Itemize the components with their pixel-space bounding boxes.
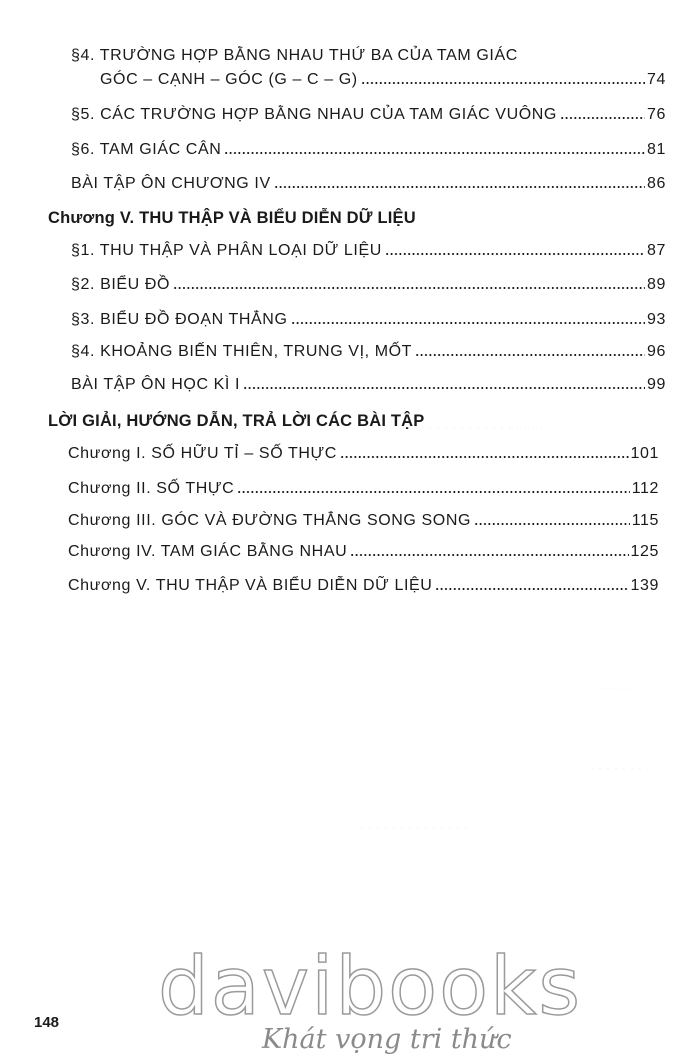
leader-dots xyxy=(224,152,645,154)
toc-entry-chapter-5-section-4[interactable] xyxy=(71,343,666,361)
toc-entry-section-5[interactable] xyxy=(71,106,666,124)
toc-page-number: 139 xyxy=(630,577,659,594)
toc-entry-label: BÀI TẬP ÔN CHƯƠNG IV xyxy=(71,175,271,192)
toc-entry-solutions-chapter-2[interactable] xyxy=(68,480,659,498)
toc-entry-review-term-1[interactable] xyxy=(71,376,666,394)
toc-entry-solutions-chapter-3[interactable] xyxy=(68,512,659,530)
toc-page-number: 87 xyxy=(647,242,666,259)
chapter-5-heading[interactable]: Chương V. THU THẬP VÀ BIỂU DIỄN DỮ LIỆU xyxy=(48,209,416,227)
solutions-heading[interactable]: LỜI GIẢI, HƯỚNG DẪN, TRẢ LỜI CÁC BÀI TẬP xyxy=(48,412,425,430)
toc-page-number: 96 xyxy=(647,343,666,360)
watermark-logo: davibooks xyxy=(158,940,583,1033)
toc-page-number: 125 xyxy=(630,543,659,560)
leader-dots xyxy=(243,387,645,389)
leader-dots xyxy=(274,186,645,188)
toc-entry-label: §6. TAM GIÁC CÂN xyxy=(71,141,222,158)
toc-entry-chapter-5-section-1[interactable] xyxy=(71,242,666,260)
toc-entry-label: §3. BIỂU ĐỒ ĐOẠN THẲNG xyxy=(71,311,288,328)
leader-dots xyxy=(435,588,628,590)
leader-dots xyxy=(350,554,628,556)
leader-dots xyxy=(415,354,645,356)
watermark-slogan: Khát vọng tri thức xyxy=(262,1024,512,1055)
page-number: 148 xyxy=(34,1014,60,1031)
toc-page-number: 76 xyxy=(647,106,666,123)
leader-dots xyxy=(361,82,645,84)
toc-entry-label: Chương V. THU THẬP VÀ BIỂU DIỄN DỮ LIỆU xyxy=(68,577,433,594)
toc-entry-label: Chương I. SỐ HỮU TỈ – SỐ THỰC xyxy=(68,445,337,462)
toc-page-number: 74 xyxy=(647,71,666,88)
toc-entry-label: Chương IV. TAM GIÁC BẰNG NHAU xyxy=(68,543,348,560)
toc-entry-label: §4. KHOẢNG BIẾN THIÊN, TRUNG VỊ, MỐT xyxy=(71,343,413,360)
leader-dots xyxy=(291,322,645,324)
toc-entry-chapter-5-section-2[interactable] xyxy=(71,276,666,294)
toc-entry-label: BÀI TẬP ÔN HỌC KÌ I xyxy=(71,376,241,393)
toc-entry-solutions-chapter-4[interactable] xyxy=(68,543,659,561)
toc-entry-label: §5. CÁC TRƯỜNG HỢP BẰNG NHAU CỦA TAM GIÁC VUÔNG xyxy=(71,106,557,123)
toc-entry-label: §4. TRƯỜNG HỢP BẰNG NHAU THỨ BA CỦA TAM GIÁC xyxy=(71,47,518,64)
show-through-text: · · · · · · · · · · · · · · · · xyxy=(420,420,544,435)
toc-page-number: 99 xyxy=(647,376,666,393)
leader-dots xyxy=(385,253,645,255)
leader-dots xyxy=(474,523,630,525)
toc-entry-label: Chương III. GÓC VÀ ĐƯỜNG THẲNG SONG SONG xyxy=(68,512,472,529)
show-through-text: · · · · · · · · xyxy=(590,760,650,775)
toc-entry-label: §2. BIỂU ĐỒ xyxy=(71,276,171,293)
toc-page-number: 93 xyxy=(647,311,666,328)
toc-page-number: 86 xyxy=(647,175,666,192)
leader-dots xyxy=(237,491,629,493)
toc-entry-review-chapter-4[interactable] xyxy=(71,175,666,193)
toc-page-number: 89 xyxy=(647,276,666,293)
toc-entry-solutions-chapter-1[interactable] xyxy=(68,445,659,463)
toc-page-number: 115 xyxy=(631,512,659,529)
leader-dots xyxy=(560,117,645,119)
leader-dots xyxy=(173,287,645,289)
toc-page-number: 81 xyxy=(647,141,666,158)
show-through-text: · · · · · · xyxy=(600,680,645,695)
toc-page-number: 112 xyxy=(631,480,659,497)
leader-dots xyxy=(340,456,629,458)
toc-entry-label: §1. THU THẬP VÀ PHÂN LOẠI DỮ LIỆU xyxy=(71,242,382,259)
toc-page-number: 101 xyxy=(630,445,659,462)
toc-entry-label: Chương II. SỐ THỰC xyxy=(68,480,235,497)
toc-entry-chapter-5-section-3[interactable] xyxy=(71,311,666,329)
show-through-text: · · · · · · · · · · · · · · xyxy=(360,820,468,835)
toc-entry-solutions-chapter-5[interactable] xyxy=(68,577,659,595)
toc-entry-label: GÓC – CẠNH – GÓC (G – C – G) xyxy=(100,71,358,88)
toc-entry-section-6[interactable] xyxy=(71,141,666,159)
